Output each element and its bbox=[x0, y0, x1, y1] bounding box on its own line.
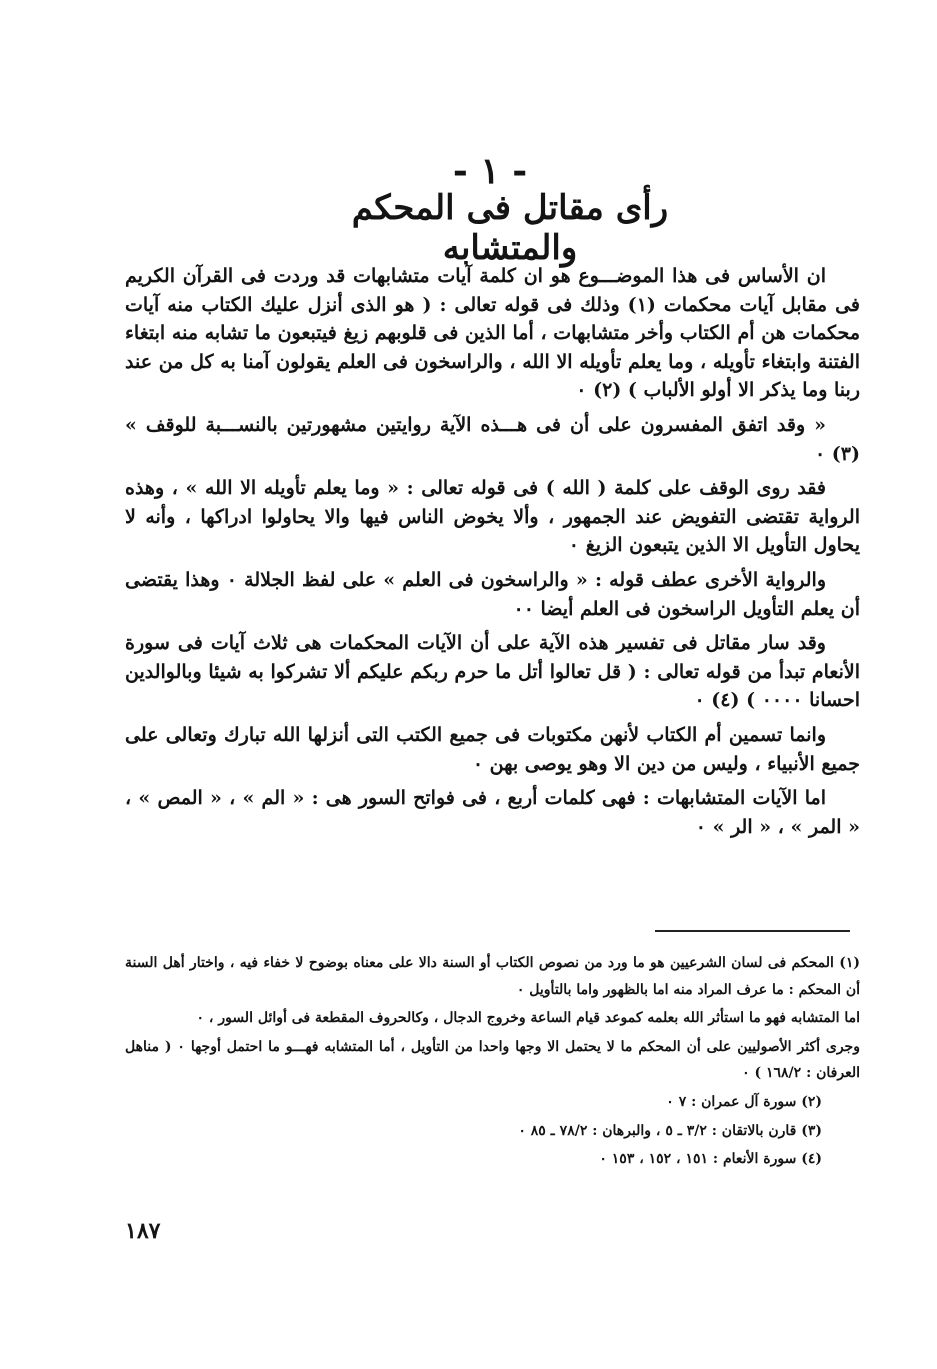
paragraph: وقد سار مقاتل فى تفسير هذه الآية على أن الآيات المحكمات هى ثلاث آيات فى سورة الأنعام تبدأ من قوله تعالى : ( قل تعالوا أتل ما حرم ربكم عليكم ألا تشركوا به شيئا وبالوالدين احسانا ٠٠٠٠ ) (٤) ٠ bbox=[125, 632, 860, 712]
footnote: (٤) سورة الأنعام : ١٥١ ، ١٥٢ ، ١٥٣ ٠ bbox=[599, 1151, 822, 1168]
main-text bbox=[125, 262, 860, 847]
footnotes bbox=[125, 950, 860, 1175]
paragraph: فقد روى الوقف على كلمة ( الله ) فى قوله تعالى : « وما يعلم تأويله الا الله » ، وهذه الرواية تقتضى التفويض عند الجمهور ، وألا يخوض الناس فيها والا يحاولوا ادراكها ، وأنه لا يحاول التأويل الا الذين يتبعون الزيغ ٠ bbox=[125, 477, 860, 557]
paragraph: وانما تسمين أم الكتاب لأنهن مكتوبات فى جميع الكتب التى أنزلها الله تبارك وتعالى على جميع الأنبياء ، وليس من دين الا وهو يوصى بهن ٠ bbox=[125, 723, 860, 775]
section-number: - ١ - bbox=[452, 150, 528, 192]
paragraph: اما الآيات المتشابهات : فهى كلمات أربع ، فى فواتح السور هى : « الم » ، « المص » ، « المر » ، « الر » ٠ bbox=[125, 787, 860, 838]
paragraph: والرواية الأخرى عطف قوله : « والراسخون فى العلم » على لفظ الجلالة ٠ وهذا يقتضى أن يعلم التأويل الراسخون فى العلم أيضا ٠٠ bbox=[125, 568, 860, 620]
footnote: (٣) قارن بالاتقان : ٣/٢ ـ ٥ ، والبرهان : ٧٨/٢ ـ ٨٥ ٠ bbox=[518, 1122, 822, 1139]
paragraph: « وقد اتفق المفسرون على أن فى هـــذه الآية روايتين مشهورتين بالنســـبة للوقف » (٣) ٠ bbox=[125, 413, 860, 465]
footnote-separator bbox=[655, 930, 850, 932]
footnote: (٢) سورة آل عمران : ٧ ٠ bbox=[666, 1093, 822, 1110]
footnote: (١) المحكم فى لسان الشرعيين هو ما ورد من نصوص الكتاب أو السنة دالا على معناه بوضوح لا خفاء فيه ، واختار أهل السنة أن المحكم : ما عرف المراد منه اما بالظهور واما بالتأويل ٠ bbox=[125, 955, 860, 998]
page-number: ١٨٧ bbox=[125, 1218, 161, 1244]
chapter-title: رأى مقاتل فى المحكم والمتشابه bbox=[351, 188, 669, 268]
footnote: اما المتشابه فهو ما استأثر الله بعلمه كموعد قيام الساعة وخروج الدجال ، وكالحروف المقطعة فى أوائل السور ، ٠ bbox=[196, 1010, 860, 1027]
paragraph: ان الأساس فى هذا الموضـــوع هو ان كلمة آيات متشابهات قد وردت فى القرآن الكريم فى مقابل آيات محكمات (١) وذلك فى قوله تعالى : ( هو الذى أنزل عليك الكتاب منه آيات محكمات هن أم الكتاب وأخر متشابهات ، أما الذين فى قلوبهم زيغ فيتبعون ما تشابه منه ابتغاء الفتنة وابتغاء تأويله ، وما يعلم تأويله الا الله ، والراسخون فى العلم يقولون آمنا به كل من عند ربنا وما يذكر الا أولو الألباب ) (٢) ٠ bbox=[125, 265, 860, 402]
footnote: وجرى أكثر الأصوليين على أن المحكم ما لا يحتمل الا وجها واحدا من التأويل ، أما المتشابه فهـــو ما احتمل أوجها ٠ ( مناهل العرفان : ١٦٨/٢ ) ٠ bbox=[125, 1038, 860, 1082]
